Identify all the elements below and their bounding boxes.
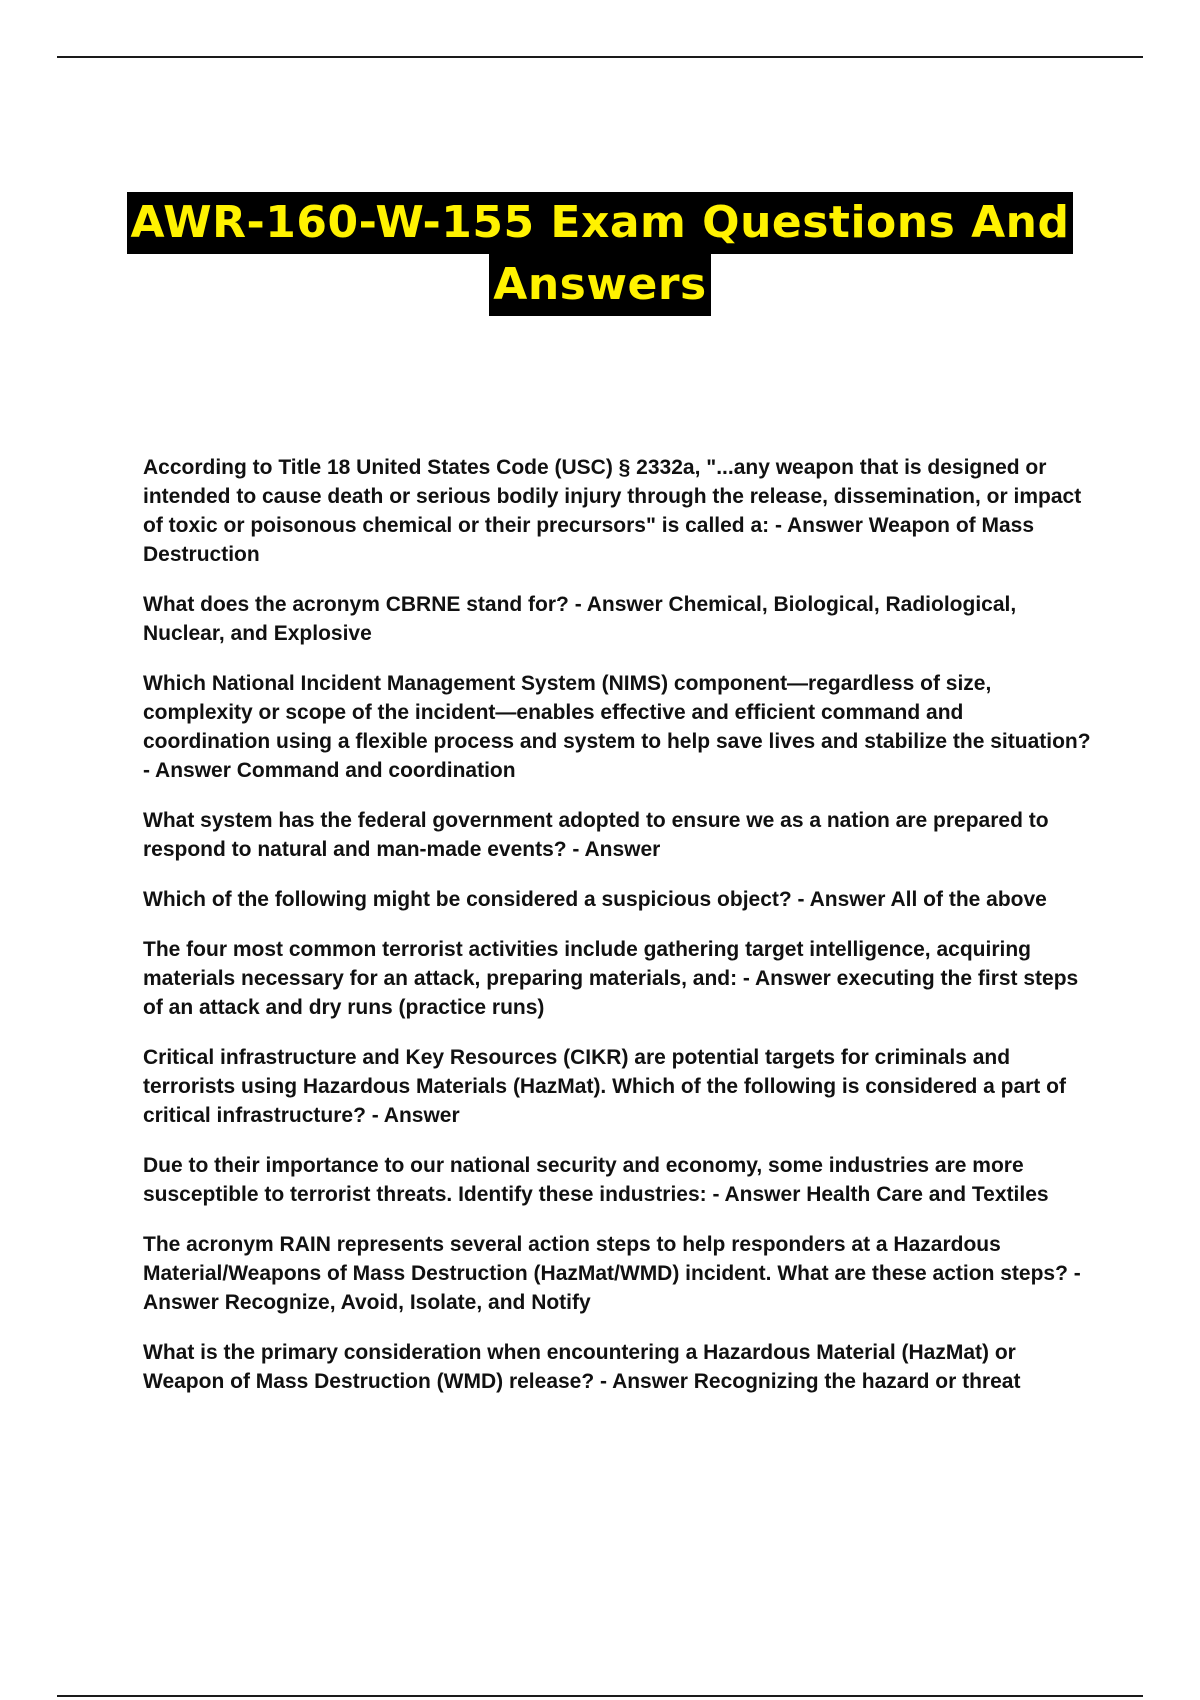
qa-item: What is the primary consideration when encountering a Hazardous Material (HazMat) or Weapon of Mass Destruction (WMD) release? - Answer Recognizing the hazard or threat <box>143 1341 1021 1393</box>
qa-item: Which of the following might be considered a suspicious object? - Answer All of the above <box>143 888 1047 911</box>
document-title <box>0 192 1200 316</box>
qa-item: According to Title 18 United States Code (USC) § 2332a, "...any weapon that is designed or intended to cause death or serious bodily injury through the release, dissemination, or impact of toxic or poisonous chemical or their precursors" is called a: - Answer Weapon of Mass Destruction <box>143 456 1082 566</box>
qa-item: The acronym RAIN represents several action steps to help responders at a Hazardous Material/Weapons of Mass Destruction (HazMat/WMD) incident. What are these action steps? - Answer Recognize, Avoid, Isolate, and Notify <box>143 1233 1081 1314</box>
qa-list <box>143 453 1093 1417</box>
qa-item: Critical infrastructure and Key Resources (CIKR) are potential targets for criminals and terrorists using Hazardous Materials (HazMat). Which of the following is considered a part of critical infrastructure? - Answer <box>143 1046 1066 1127</box>
bottom-divider <box>57 1695 1143 1697</box>
qa-item: Which National Incident Management System (NIMS) component—regardless of size, complexity or scope of the incident—enables effective and efficient command and coordination using a flexible process and system to help save lives and stabilize the situation? - Answer Command and coordination <box>143 672 1091 782</box>
top-divider <box>57 56 1143 58</box>
qa-item: What system has the federal government adopted to ensure we as a nation are prepared to respond to natural and man-made events? - Answer <box>143 809 1049 861</box>
qa-item: What does the acronym CBRNE stand for? - Answer Chemical, Biological, Radiological, Nuclear, and Explosive <box>143 593 1017 645</box>
title-line-1: AWR-160-W-155 Exam Questions And <box>127 192 1074 254</box>
qa-item: The four most common terrorist activities include gathering target intelligence, acquiring materials necessary for an attack, preparing materials, and: - Answer executing the first steps of an attack and dry runs (practice runs) <box>143 938 1079 1019</box>
title-line-2: Answers <box>489 254 710 316</box>
qa-item: Due to their importance to our national security and economy, some industries are more susceptible to terrorist threats. Identify these industries: - Answer Health Care and Textiles <box>143 1154 1049 1206</box>
